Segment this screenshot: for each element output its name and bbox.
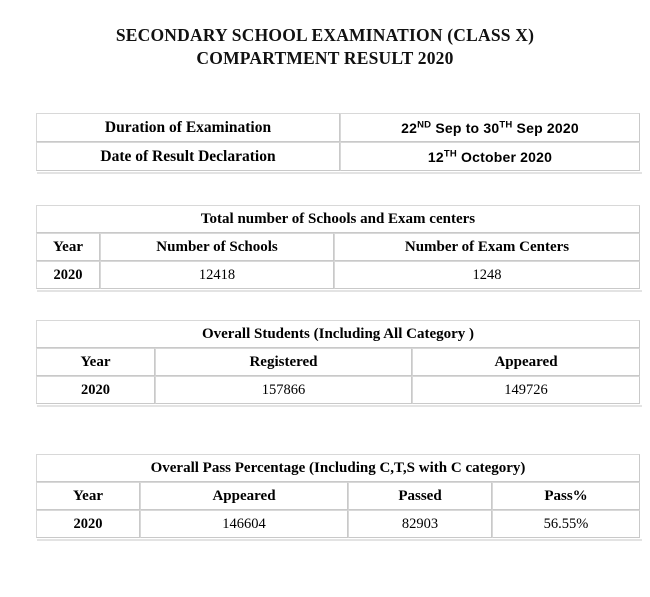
overall-pass-percentage-table bbox=[36, 454, 640, 538]
table-header-row bbox=[36, 482, 640, 510]
students-header-year: Year bbox=[36, 348, 155, 376]
page-title-line-1: SECONDARY SCHOOL EXAMINATION (CLASS X) bbox=[115, 25, 535, 45]
overall-students-table bbox=[36, 320, 640, 404]
pass-header-pass-percent: Pass% bbox=[492, 482, 640, 510]
students-header-appeared: Appeared bbox=[412, 348, 640, 376]
declaration-value-suffix: October 2020 bbox=[456, 148, 553, 165]
duration-value-prefix: 22 bbox=[401, 119, 418, 136]
date-of-result-declaration-label: Date of Result Declaration bbox=[36, 142, 340, 171]
students-header-registered: Registered bbox=[155, 348, 412, 376]
pass-table-caption: Overall Pass Percentage (Including C,T,S with C category) bbox=[36, 454, 640, 482]
table-row bbox=[36, 113, 640, 142]
table-header-row bbox=[36, 348, 640, 376]
page-title-line-2: COMPARTMENT RESULT 2020 bbox=[196, 48, 454, 68]
pass-header-year: Year bbox=[36, 482, 140, 510]
students-table-caption: Overall Students (Including All Category ) bbox=[36, 320, 640, 348]
pass-cell-pass-percent: 56.55% bbox=[492, 510, 640, 538]
page-title bbox=[0, 24, 650, 70]
duration-value-suffix: Sep 2020 bbox=[512, 119, 579, 136]
table-row bbox=[36, 510, 640, 538]
pass-cell-year: 2020 bbox=[36, 510, 140, 538]
duration-of-examination-value bbox=[340, 113, 640, 142]
schools-header-year: Year bbox=[36, 233, 100, 261]
table-caption-row bbox=[36, 454, 640, 482]
pass-cell-passed: 82903 bbox=[348, 510, 492, 538]
declaration-value-ordinal: TH bbox=[443, 147, 457, 159]
examination-schedule-table bbox=[36, 113, 640, 171]
schools-cell-number-of-exam-centers: 1248 bbox=[334, 261, 640, 289]
schools-cell-year: 2020 bbox=[36, 261, 100, 289]
schools-cell-number-of-schools: 12418 bbox=[100, 261, 334, 289]
duration-value-ordinal-2: TH bbox=[499, 118, 513, 130]
pass-header-passed: Passed bbox=[348, 482, 492, 510]
students-cell-appeared: 149726 bbox=[412, 376, 640, 404]
table-row bbox=[36, 261, 640, 289]
table-caption-row bbox=[36, 205, 640, 233]
duration-value-ordinal-1: ND bbox=[417, 118, 432, 130]
students-cell-year: 2020 bbox=[36, 376, 155, 404]
schools-and-centers-table bbox=[36, 205, 640, 289]
table-row bbox=[36, 376, 640, 404]
table-header-row bbox=[36, 233, 640, 261]
table-row bbox=[36, 142, 640, 171]
date-of-result-declaration-value bbox=[340, 142, 640, 171]
pass-cell-appeared: 146604 bbox=[140, 510, 348, 538]
schools-header-number-of-schools: Number of Schools bbox=[100, 233, 334, 261]
students-cell-registered: 157866 bbox=[155, 376, 412, 404]
pass-header-appeared: Appeared bbox=[140, 482, 348, 510]
duration-of-examination-label: Duration of Examination bbox=[36, 113, 340, 142]
schools-table-caption: Total number of Schools and Exam centers bbox=[36, 205, 640, 233]
schools-header-number-of-exam-centers: Number of Exam Centers bbox=[334, 233, 640, 261]
duration-value-mid: Sep to 30 bbox=[431, 119, 500, 136]
table-caption-row bbox=[36, 320, 640, 348]
declaration-value-prefix: 12 bbox=[427, 148, 444, 165]
